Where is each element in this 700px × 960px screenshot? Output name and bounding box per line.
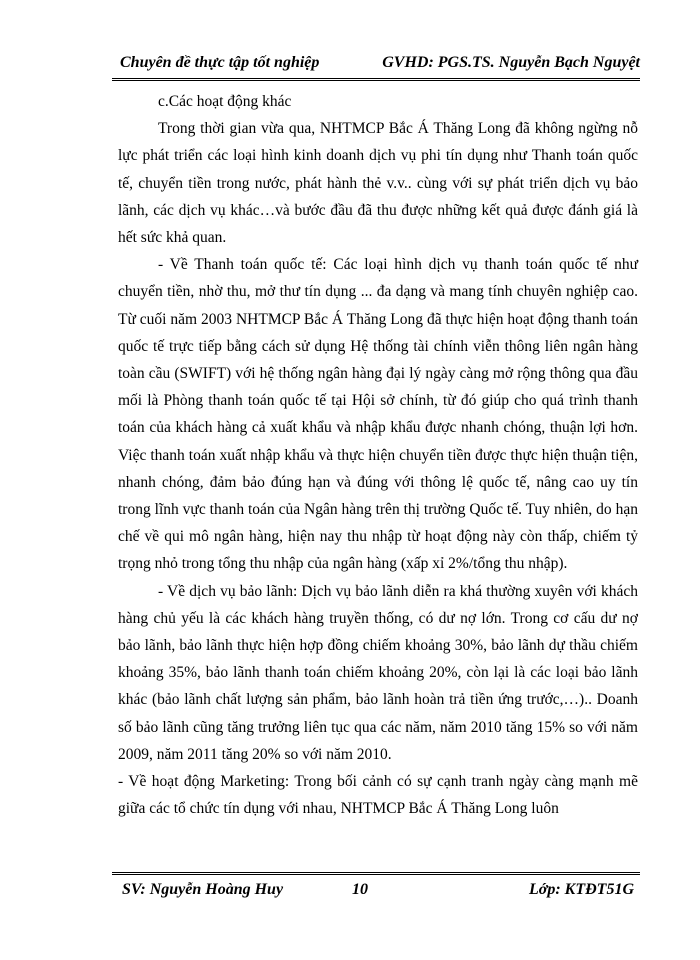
paragraph-international-payment: - Về Thanh toán quốc tế: Các loại hình dịch vụ thanh toán quốc tế như chuyển tiền, nhờ thu, mở thư tín dụng ... đa dạng và mang tính chuyên nghiệp cao. Từ cuối năm 2003 NHTMCP Bắc Á Thăng Long đã thực hiện hoạt động thanh toán quốc tế trực tiếp bằng cách sử dụng Hệ thống tài chính viễn thông liên ngân hàng toàn cầu (SWIFT) với hệ thống ngân hàng đại lý ngày càng mở rộng thông qua đầu mối là Phòng thanh toán quốc tế tại Hội sở chính, từ đó giúp cho quá trình thanh toán của khách hàng cả xuất khẩu và nhập khẩu được nhanh chóng, thuận lợi hơn. Việc thanh toán xuất nhập khẩu và thực hiện chuyển tiền được thực hiện thuận tiện, nhanh chóng, đảm bảo đúng hạn và đúng với thông lệ quốc tế, nâng cao uy tín trong lĩnh vực thanh toán của Ngân hàng trên thị trường Quốc tế. Tuy nhiên, do hạn chế về qui mô ngân hàng, hiện nay thu nhập từ hoạt động này còn thấp, chiếm tỷ trọng nhỏ trong tổng thu nhập của ngân hàng (xấp xỉ 2%/tổng thu nhập). — [118, 256, 638, 573]
page-body — [118, 88, 638, 822]
paragraph-guarantee-service: - Về dịch vụ bảo lãnh: Dịch vụ bảo lãnh diễn ra khá thường xuyên với khách hàng chủ yếu là các khách hàng truyền thống, có dư nợ lớn. Trong cơ cấu dư nợ bảo lãnh, bảo lãnh thực hiện hợp đồng chiếm khoảng 30%, bảo lãnh dự thầu chiếm khoảng 35%, bảo lãnh thanh toán chiếm khoảng 20%, còn lại là các loại bảo lãnh khác (bảo lãnh chất lượng sản phẩm, bảo lãnh hoàn trả tiền ứng trước,…).. Doanh số bảo lãnh cũng tăng trưởng liên tục qua các năm, năm 2010 tăng 15% so với năm 2009, năm 2011 tăng 20% so với năm 2010. — [118, 582, 638, 763]
page-footer — [112, 872, 640, 901]
section-heading: c.Các hoạt động khác — [158, 93, 292, 110]
paragraph-marketing: - Về hoạt động Marketing: Trong bối cảnh có sự cạnh tranh ngày càng mạnh mẽ giữa các tổ chức tín dụng với nhau, NHTMCP Bắc Á Thăng Long luôn — [118, 773, 638, 818]
footer-page-number: 10 — [352, 881, 368, 898]
paragraph-intro: Trong thời gian vừa qua, NHTMCP Bắc Á Thăng Long đã không ngừng nỗ lực phát triển các loại hình kinh doanh dịch vụ phi tín dụng như Thanh toán quốc tế, chuyển tiền trong nước, phát hành thẻ v.v.. cùng với sự phát triển dịch vụ bảo lãnh, các dịch vụ khác…và bước đầu đã thu được những kết quả được đánh giá là hết sức khả quan. — [118, 120, 638, 247]
page-header — [112, 52, 640, 81]
header-document-title: Chuyên đề thực tập tốt nghiệp — [120, 54, 320, 71]
footer-class: Lớp: KTĐT51G — [528, 881, 634, 898]
header-supervisor: GVHD: PGS.TS. Nguyễn Bạch Nguyệt — [382, 54, 640, 71]
footer-student: SV: Nguyễn Hoàng Huy — [122, 881, 284, 898]
